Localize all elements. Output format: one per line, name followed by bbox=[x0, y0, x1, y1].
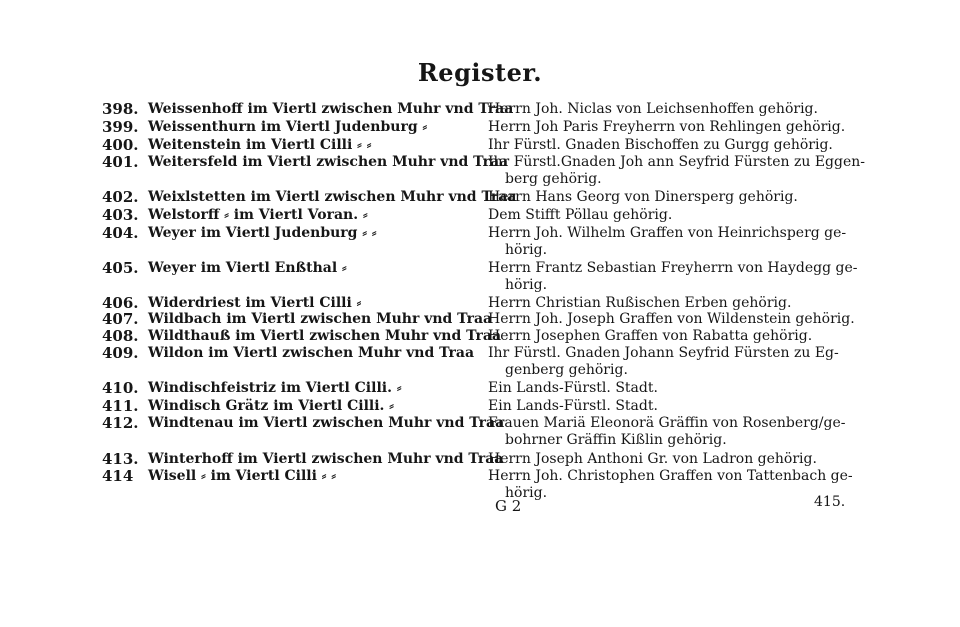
entry-owner: Ihr Fürstl. Gnaden Johann Seyfrid Fürsten zu Eg- bbox=[488, 345, 839, 361]
entry-number: 413. bbox=[102, 450, 139, 468]
entry-number: 410. bbox=[102, 379, 139, 397]
entry-owner: Herrn Christian Rußischen Erben gehörig. bbox=[488, 295, 792, 311]
entry-place: Weyer im Viertl Enßthal ⸗ bbox=[148, 260, 347, 276]
entry-number: 400. bbox=[102, 136, 139, 154]
entry-owner: Dem Stifft Pöllau gehörig. bbox=[488, 207, 673, 223]
entry-owner: Herrn Joh. Niclas von Leichsenhoffen gehörig. bbox=[488, 101, 818, 117]
entry-number: 412. bbox=[102, 414, 139, 432]
entry-owner: genberg gehörig. bbox=[505, 362, 628, 378]
entry-place: Wildbach im Viertl zwischen Muhr vnd Traa bbox=[148, 311, 493, 327]
entry-number: 409. bbox=[102, 344, 139, 362]
entry-number: 398. bbox=[102, 100, 139, 118]
entry-place: Weyer im Viertl Judenburg ⸗ ⸗ bbox=[148, 225, 377, 241]
entry-place: Weitersfeld im Viertl zwischen Muhr vnd Traa bbox=[148, 154, 509, 170]
entry-owner: Herrn Joh Paris Freyherrn von Rehlingen gehörig. bbox=[488, 119, 846, 135]
entry-place: Weissenhoff im Viertl zwischen Muhr vnd Traa bbox=[148, 101, 514, 117]
entry-number: 408. bbox=[102, 327, 139, 345]
entry-place: Welstorff ⸗ im Viertl Voran. ⸗ bbox=[148, 207, 368, 223]
entry-number: 405. bbox=[102, 259, 139, 277]
entry-place: Wildon im Viertl zwischen Muhr vnd Traa bbox=[148, 345, 475, 361]
entry-number: 406. bbox=[102, 294, 139, 312]
entry-place: Widerdriest im Viertl Cilli ⸗ bbox=[148, 295, 362, 311]
entry-owner: Herrn Joh. Wilhelm Graffen von Heinrichsperg ge- bbox=[488, 225, 847, 241]
entry-place: Wildthauß im Viertl zwischen Muhr vnd Traa bbox=[148, 328, 502, 344]
entry-number: 411. bbox=[102, 397, 139, 415]
entry-owner: Herrn Joseph Anthoni Gr. von Ladron gehörig. bbox=[488, 451, 817, 467]
entry-owner: Herrn Josephen Graffen von Rabatta gehörig. bbox=[488, 328, 813, 344]
entry-place: Weissenthurn im Viertl Judenburg ⸗ bbox=[148, 119, 428, 135]
entry-owner: Herrn Joh. Christophen Graffen von Tattenbach ge- bbox=[488, 468, 853, 484]
entry-number: 401. bbox=[102, 153, 139, 171]
entry-number: 414 bbox=[102, 467, 134, 485]
entry-number: 402. bbox=[102, 188, 139, 206]
entry-owner: Ihr Fürstl. Gnaden Bischoffen zu Gurgg gehörig. bbox=[488, 137, 833, 153]
entry-owner: Ihr Fürstl.Gnaden Joh ann Seyfrid Fürsten zu Eggen- bbox=[488, 154, 866, 170]
entry-place: Windischfeistriz im Viertl Cilli. ⸗ bbox=[148, 380, 402, 396]
entry-owner: Frauen Mariä Eleonorä Gräffin von Rosenberg/ge- bbox=[488, 415, 846, 431]
page-title: Register. bbox=[417, 58, 543, 87]
entry-place: Weitenstein im Viertl Cilli ⸗ ⸗ bbox=[148, 137, 372, 153]
entry-owner: hörig. bbox=[505, 485, 548, 501]
entry-place: Wisell ⸗ im Viertl Cilli ⸗ ⸗ bbox=[148, 468, 337, 484]
entry-place: Windtenau im Viertl zwischen Muhr vnd Traa bbox=[148, 415, 505, 431]
entry-place: Winterhoff im Viertl zwischen Muhr vnd Traa bbox=[148, 451, 504, 467]
entry-owner: hörig. bbox=[505, 277, 548, 293]
entry-owner: Herrn Joh. Joseph Graffen von Wildenstein gehörig. bbox=[488, 311, 855, 327]
entry-number: 403. bbox=[102, 206, 139, 224]
entry-number: 399. bbox=[102, 118, 139, 136]
entry-owner: Ein Lands-Fürstl. Stadt. bbox=[488, 398, 658, 414]
entry-owner: bohrner Gräffin Kißlin gehörig. bbox=[505, 432, 727, 448]
page-number: 415. bbox=[814, 494, 846, 510]
entry-place: Windisch Grätz im Viertl Cilli. ⸗ bbox=[148, 398, 394, 414]
entry-number: 404. bbox=[102, 224, 139, 242]
entry-place: Weixlstetten im Viertl zwischen Muhr vnd Traa bbox=[148, 189, 517, 205]
entry-owner: hörig. bbox=[505, 242, 548, 258]
signature-mark: G 2 bbox=[495, 497, 522, 515]
entry-owner: Ein Lands-Fürstl. Stadt. bbox=[488, 380, 658, 396]
entry-number: 407. bbox=[102, 310, 139, 328]
entry-owner: Herrn Hans Georg von Dinersperg gehörig. bbox=[488, 189, 798, 205]
entry-owner: berg gehörig. bbox=[505, 171, 602, 187]
entry-owner: Herrn Frantz Sebastian Freyherrn von Haydegg ge- bbox=[488, 260, 858, 276]
